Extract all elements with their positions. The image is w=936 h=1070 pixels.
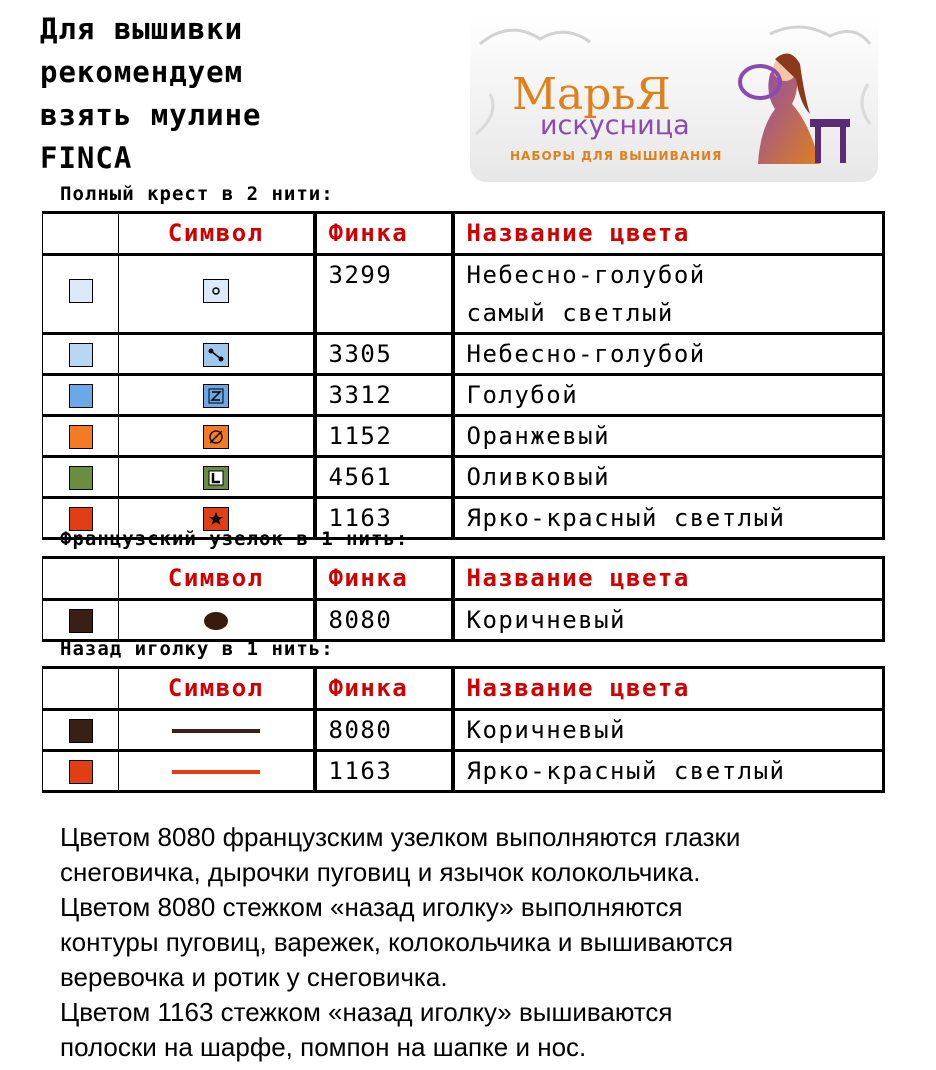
backstitch-table: [42, 666, 885, 793]
z-letter-icon: [203, 384, 229, 408]
french-knot-table: [42, 556, 885, 642]
brand-logo: [470, 14, 878, 182]
instructions-text: [60, 820, 920, 1065]
color-name: Ярко-красный светлый: [453, 751, 884, 792]
small-circle-icon: [203, 279, 229, 303]
backstitch-line-icon: [172, 770, 260, 774]
color-swatch: [69, 719, 93, 743]
color-name: Коричневый: [453, 600, 884, 641]
l-letter-icon: [203, 466, 229, 490]
color-name: Голубой: [453, 375, 884, 416]
color-name: Небесно-голубой: [453, 334, 884, 375]
column-header-number: Финка: [315, 668, 453, 710]
thread-number: 3299: [315, 255, 453, 334]
note-line: контуры пуговиц, варежек, колокольчика и вышиваются: [60, 927, 734, 957]
note-line: снеговичка, дырочки пуговиц и язычок колокольчика.: [60, 857, 701, 887]
thread-number: 3305: [315, 334, 453, 375]
column-header-name: Название цвета: [453, 558, 884, 600]
diagonal-dots-icon: [203, 343, 229, 367]
color-swatch: [69, 760, 93, 784]
column-header-symbol: Символ: [119, 668, 315, 710]
table-row: [43, 751, 884, 792]
color-swatch: [69, 609, 93, 633]
heading-line: FINCA: [40, 141, 133, 175]
thread-number: 4561: [315, 457, 453, 498]
note-line: Цветом 8080 стежком «назад иголку» выполняются: [60, 892, 683, 922]
full-cross-table: [42, 211, 885, 540]
color-swatch: [69, 343, 93, 367]
column-header-symbol: Символ: [119, 213, 315, 255]
thread-number: 3312: [315, 375, 453, 416]
table-row: [43, 255, 884, 334]
color-name: Оливковый: [453, 457, 884, 498]
color-name: Ярко-красный светлый: [453, 498, 884, 539]
table-row: [43, 457, 884, 498]
color-swatch: [69, 279, 93, 303]
color-name-line2: самый светлый: [466, 299, 674, 327]
column-header-name: Название цвета: [453, 213, 884, 255]
color-swatch: [69, 466, 93, 490]
column-header-name: Название цвета: [453, 668, 884, 710]
heading: [40, 8, 470, 180]
heading-line: рекомендуем: [40, 55, 244, 89]
backstitch-line-icon: [172, 729, 260, 733]
heading-line: взять мулине: [40, 98, 262, 132]
note-line: веревочка и ротик у снеговичка.: [60, 962, 448, 992]
column-header-number: Финка: [315, 213, 453, 255]
color-name: Коричневый: [453, 710, 884, 751]
table-header-row: [43, 558, 884, 600]
thread-number: 8080: [315, 710, 453, 751]
thread-number: 1163: [315, 751, 453, 792]
color-swatch: [69, 384, 93, 408]
thread-number: 1152: [315, 416, 453, 457]
logo-subtitle: искусница: [540, 110, 690, 141]
thread-number: 1163: [315, 498, 453, 539]
table-header-row: [43, 213, 884, 255]
heading-line: Для вышивки: [40, 12, 244, 46]
table-row: [43, 375, 884, 416]
table-row: [43, 416, 884, 457]
section-label-french-knot: Французский узелок в 1 нить:: [60, 528, 409, 550]
section-label-full-cross: Полный крест в 2 нити:: [60, 183, 334, 205]
color-name: Небесно-голубой: [466, 261, 706, 289]
note-line: полоски на шарфе, помпон на шапке и нос.: [60, 1032, 587, 1062]
knot-dot-icon: [204, 612, 228, 630]
column-header-number: Финка: [315, 558, 453, 600]
note-line: Цветом 8080 французским узелком выполняются глазки: [60, 822, 741, 852]
table-row: [43, 710, 884, 751]
thread-number: 8080: [315, 600, 453, 641]
table-row: [43, 334, 884, 375]
note-line: Цветом 1163 стежком «назад иголку» вышиваются: [60, 997, 673, 1027]
table-header-row: [43, 668, 884, 710]
logo-tagline: НАБОРЫ ДЛЯ ВЫШИВАНИЯ: [510, 149, 723, 163]
column-header-symbol: Символ: [119, 558, 315, 600]
slash-circle-icon: [203, 425, 229, 449]
logo-title: МарьЯ: [512, 69, 671, 120]
color-swatch: [69, 425, 93, 449]
color-name: Оранжевый: [453, 416, 884, 457]
table-row: [43, 600, 884, 641]
section-label-backstitch: Назад иголку в 1 нить:: [60, 638, 334, 660]
